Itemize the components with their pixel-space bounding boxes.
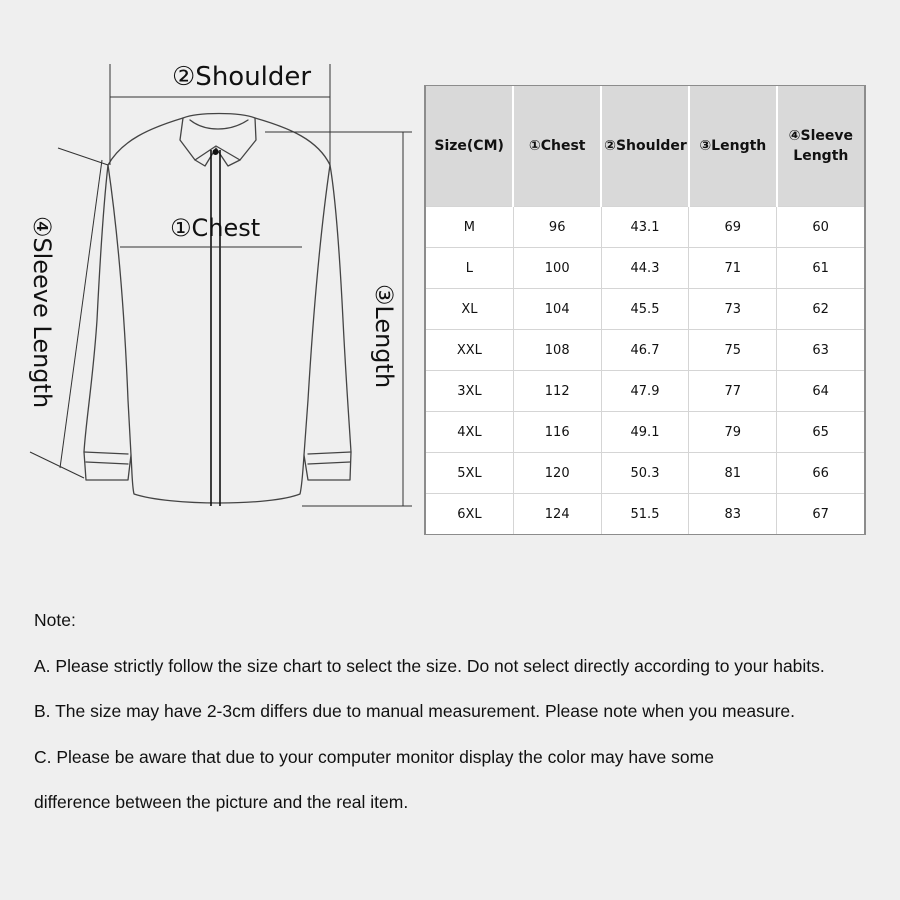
shirt-measurement-diagram bbox=[0, 0, 420, 540]
cell-size: 5XL bbox=[426, 453, 514, 494]
table-row bbox=[426, 371, 865, 412]
size-chart-table bbox=[425, 86, 865, 534]
notes-section bbox=[34, 608, 884, 836]
header-sleeve-length: ④Sleeve Length bbox=[777, 86, 865, 207]
cell-sleeve-length: 62 bbox=[777, 289, 865, 330]
cell-sleeve-length: 64 bbox=[777, 371, 865, 412]
table-header-row bbox=[426, 86, 865, 207]
table-row bbox=[426, 412, 865, 453]
note-c-line-1: C. Please be aware that due to your computer monitor display the color may have some bbox=[34, 746, 714, 767]
cell-sleeve-length: 66 bbox=[777, 453, 865, 494]
header-shoulder: ②Shoulder bbox=[601, 86, 689, 207]
cell-length: 79 bbox=[689, 412, 777, 453]
cell-size: XXL bbox=[426, 330, 514, 371]
cell-chest: 116 bbox=[513, 412, 601, 453]
chest-label: ①Chest bbox=[170, 214, 261, 242]
cell-chest: 112 bbox=[513, 371, 601, 412]
cell-chest: 108 bbox=[513, 330, 601, 371]
header-length: ③Length bbox=[689, 86, 777, 207]
shoulder-label: ②Shoulder bbox=[172, 62, 312, 92]
cell-shoulder: 49.1 bbox=[601, 412, 689, 453]
table-row bbox=[426, 248, 865, 289]
length-label: ③Length bbox=[370, 283, 398, 389]
cell-length: 69 bbox=[689, 207, 777, 248]
cell-length: 73 bbox=[689, 289, 777, 330]
header-size: Size(CM) bbox=[426, 86, 514, 207]
cell-chest: 96 bbox=[513, 207, 601, 248]
cell-shoulder: 46.7 bbox=[601, 330, 689, 371]
cell-chest: 100 bbox=[513, 248, 601, 289]
cell-size: XL bbox=[426, 289, 514, 330]
sleeve-length-label: ④Sleeve Length bbox=[28, 215, 56, 409]
cell-sleeve-length: 61 bbox=[777, 248, 865, 289]
cell-chest: 104 bbox=[513, 289, 601, 330]
cell-shoulder: 43.1 bbox=[601, 207, 689, 248]
cell-size: 3XL bbox=[426, 371, 514, 412]
cell-size: 6XL bbox=[426, 494, 514, 535]
cell-chest: 124 bbox=[513, 494, 601, 535]
cell-chest: 120 bbox=[513, 453, 601, 494]
cell-length: 83 bbox=[689, 494, 777, 535]
header-chest: ①Chest bbox=[513, 86, 601, 207]
cell-sleeve-length: 63 bbox=[777, 330, 865, 371]
cell-size: L bbox=[426, 248, 514, 289]
cell-shoulder: 45.5 bbox=[601, 289, 689, 330]
table-row bbox=[426, 289, 865, 330]
cell-size: M bbox=[426, 207, 514, 248]
table-row bbox=[426, 453, 865, 494]
notes-title: Note: bbox=[34, 610, 76, 630]
note-b: B. The size may have 2-3cm differs due to manual measurement. Please note when you measure. bbox=[34, 701, 796, 721]
cell-size: 4XL bbox=[426, 412, 514, 453]
cell-length: 75 bbox=[689, 330, 777, 371]
table-row bbox=[426, 330, 865, 371]
note-c-line-2: difference between the picture and the real item. bbox=[34, 792, 409, 812]
cell-sleeve-length: 65 bbox=[777, 412, 865, 453]
note-a: A. Please strictly follow the size chart to select the size. Do not select directly according to your habits. bbox=[34, 655, 825, 676]
cell-shoulder: 50.3 bbox=[601, 453, 689, 494]
cell-length: 81 bbox=[689, 453, 777, 494]
table-row bbox=[426, 494, 865, 535]
cell-length: 71 bbox=[689, 248, 777, 289]
cell-shoulder: 51.5 bbox=[601, 494, 689, 535]
table-row bbox=[426, 207, 865, 248]
cell-shoulder: 47.9 bbox=[601, 371, 689, 412]
cell-shoulder: 44.3 bbox=[601, 248, 689, 289]
cell-length: 77 bbox=[689, 371, 777, 412]
cell-sleeve-length: 67 bbox=[777, 494, 865, 535]
cell-sleeve-length: 60 bbox=[777, 207, 865, 248]
